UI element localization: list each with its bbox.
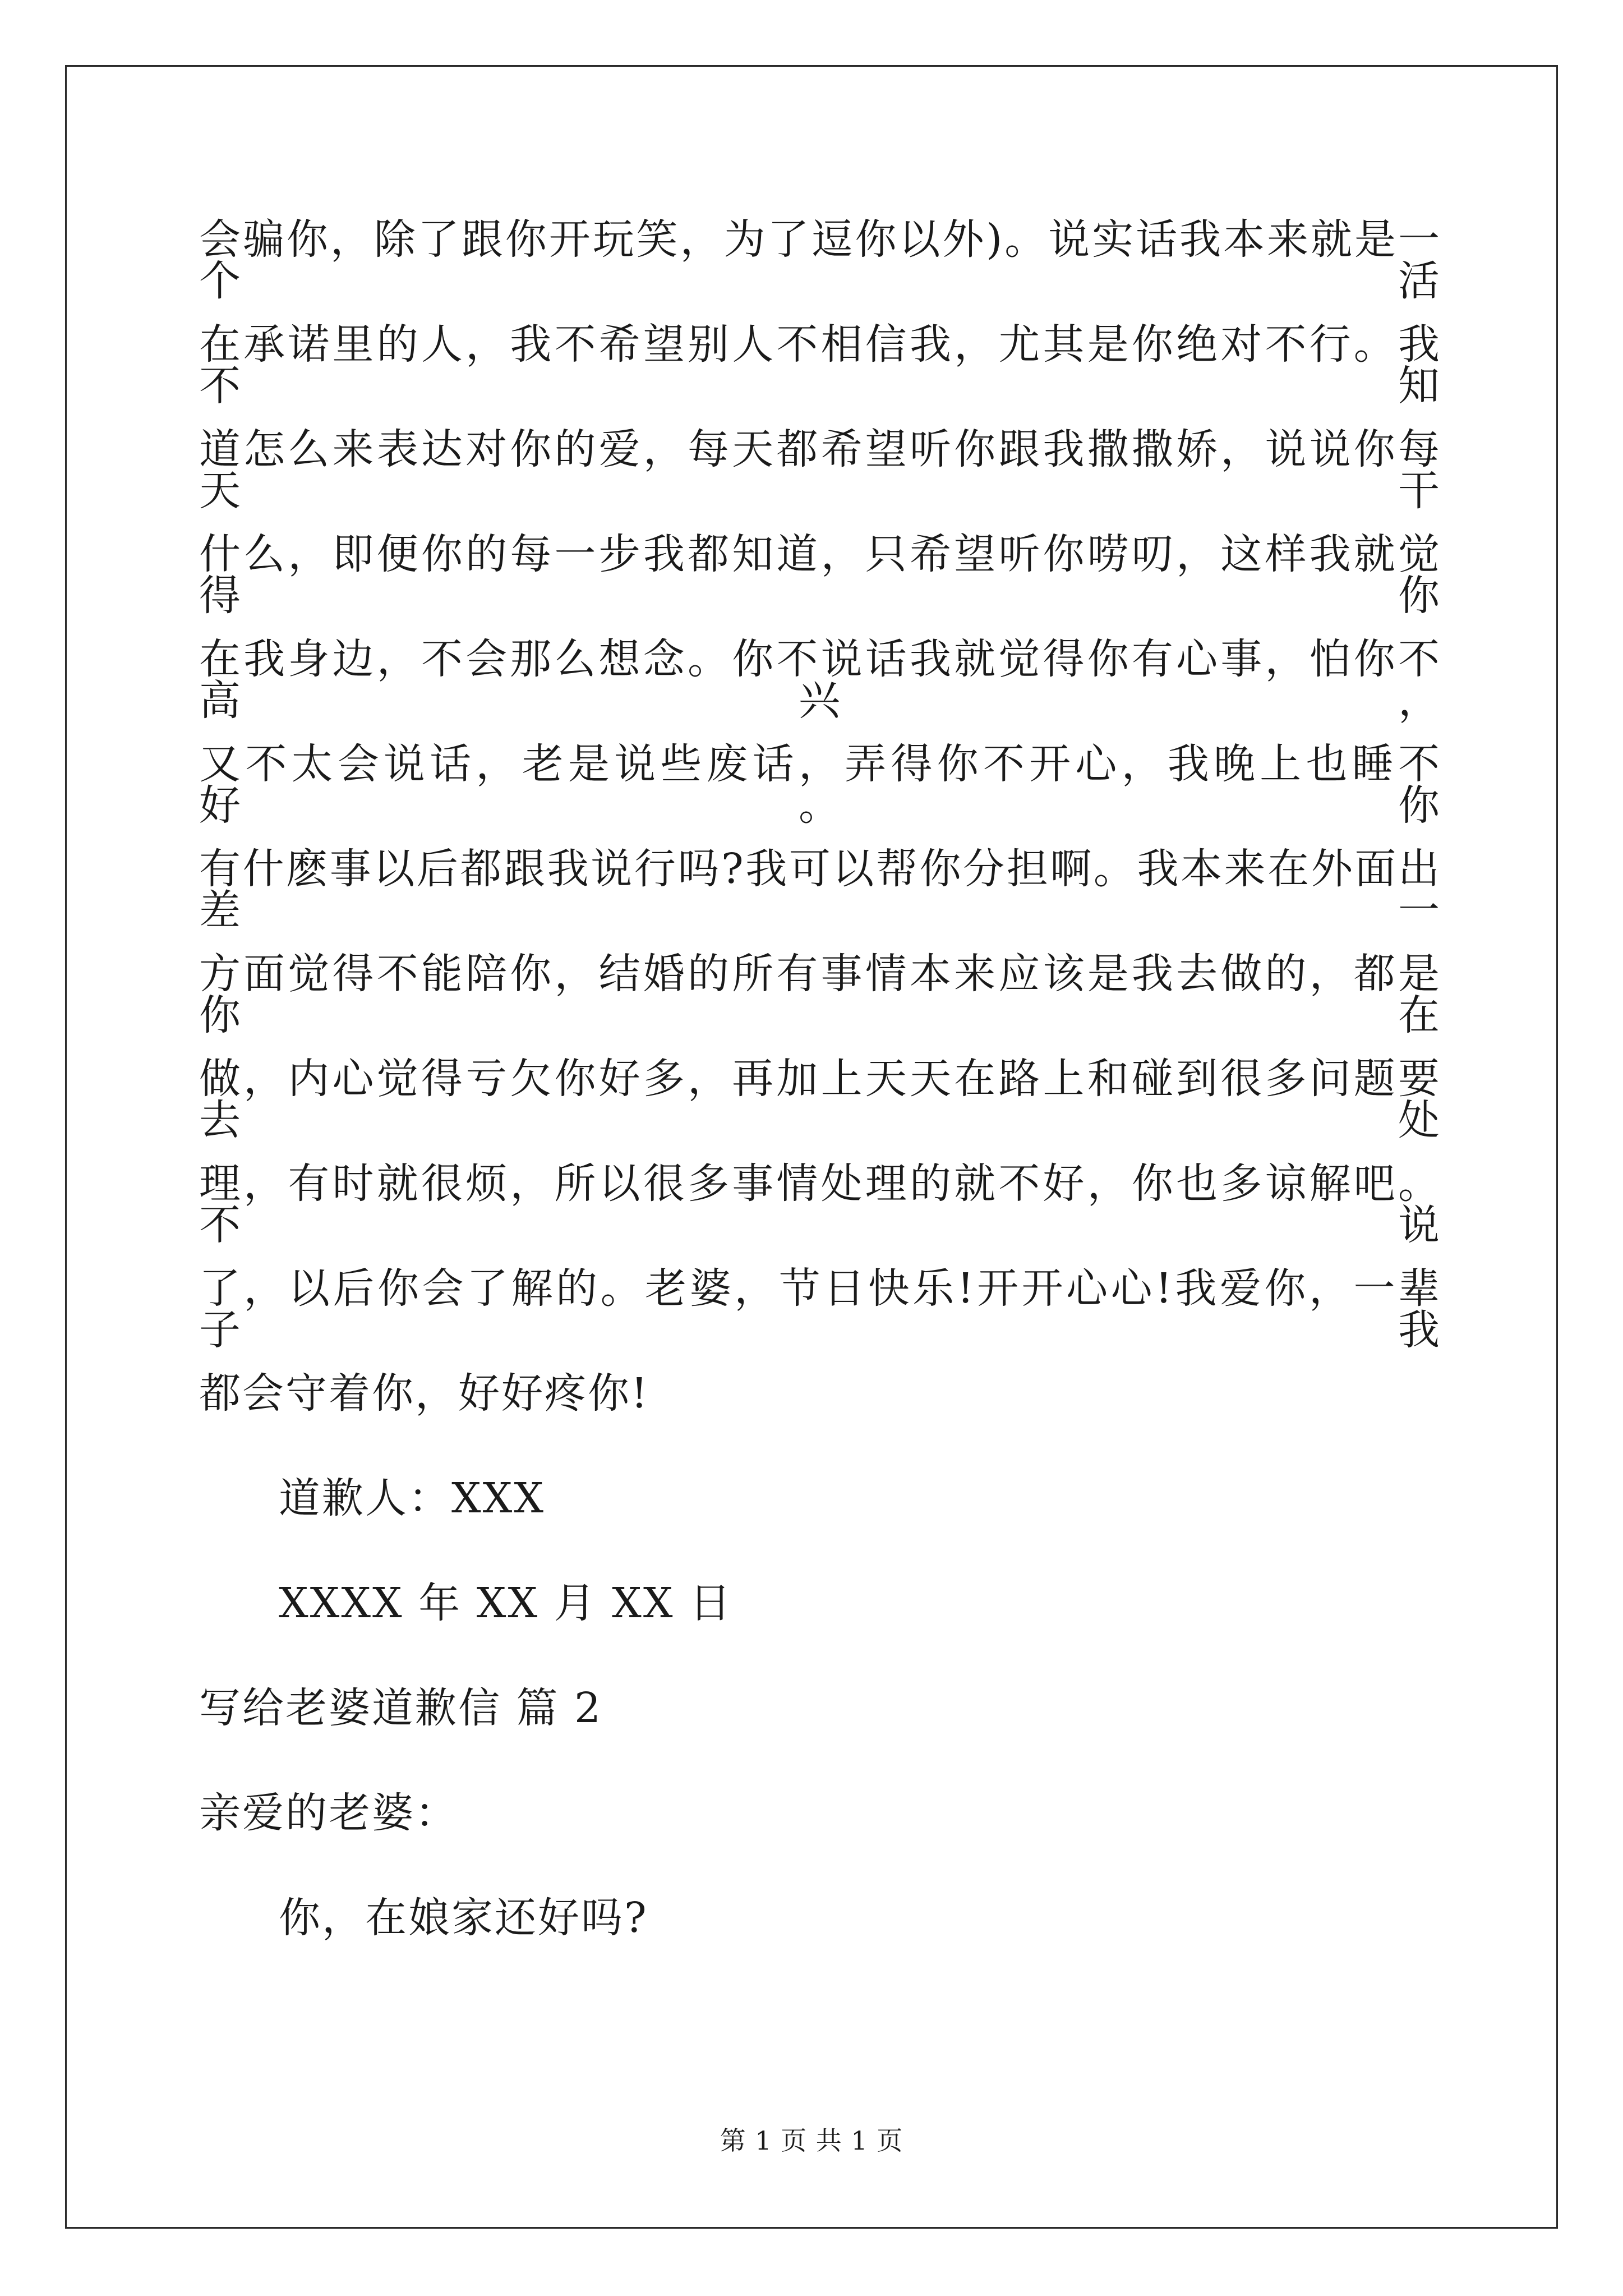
- signature-line: 道歉人：XXX: [279, 1474, 546, 1522]
- body-line-9: 做，内心觉得亏欠你好多，再加上天天在路上和碰到很多问题要去处: [199, 1055, 1441, 1144]
- body-line-6: 又不太会说话，老是说些废话，弄得你不开心，我晚上也睡不好。你: [199, 740, 1441, 830]
- section-title: 写给老婆道歉信 篇 2: [199, 1684, 603, 1732]
- body-line-11: 了，以后你会了解的。老婆，节日快乐!开开心心!我爱你，一辈子我: [199, 1264, 1441, 1354]
- body-line-7: 有什麽事以后都跟我说行吗?我可以帮你分担啊。我本来在外面出差一: [199, 845, 1441, 935]
- page-footer: 第 1 页 共 1 页: [720, 2125, 903, 2156]
- body-line-10: 理，有时就很烦，所以很多事情处理的就不好，你也多谅解吧。不说: [199, 1159, 1441, 1249]
- body-line-5: 在我身边，不会那么想念。你不说话我就觉得你有心事，怕你不高兴，: [199, 635, 1441, 725]
- document-body: [199, 215, 1441, 2002]
- date-line: XXXX 年 XX 月 XX 日: [279, 1579, 733, 1627]
- body-line-3: 道怎么来表达对你的爱，每天都希望听你跟我撒撒娇，说说你每天干: [199, 425, 1441, 515]
- opening-line: 你，在娘家还好吗?: [279, 1894, 648, 1942]
- body-line-12: 都会守着你，好好疼你!: [199, 1369, 649, 1418]
- body-line-4: 什么，即便你的每一步我都知道，只希望听你唠叨，这样我就觉得你: [199, 530, 1441, 620]
- body-line-1: 会骗你，除了跟你开玩笑，为了逗你以外)。说实话我本来就是一个活: [199, 215, 1441, 305]
- body-line-2: 在承诺里的人，我不希望别人不相信我，尤其是你绝对不行。我不知: [199, 320, 1441, 410]
- salutation: 亲爱的老婆：: [199, 1789, 458, 1837]
- body-line-8: 方面觉得不能陪你，结婚的所有事情本来应该是我去做的，都是你在: [199, 950, 1441, 1039]
